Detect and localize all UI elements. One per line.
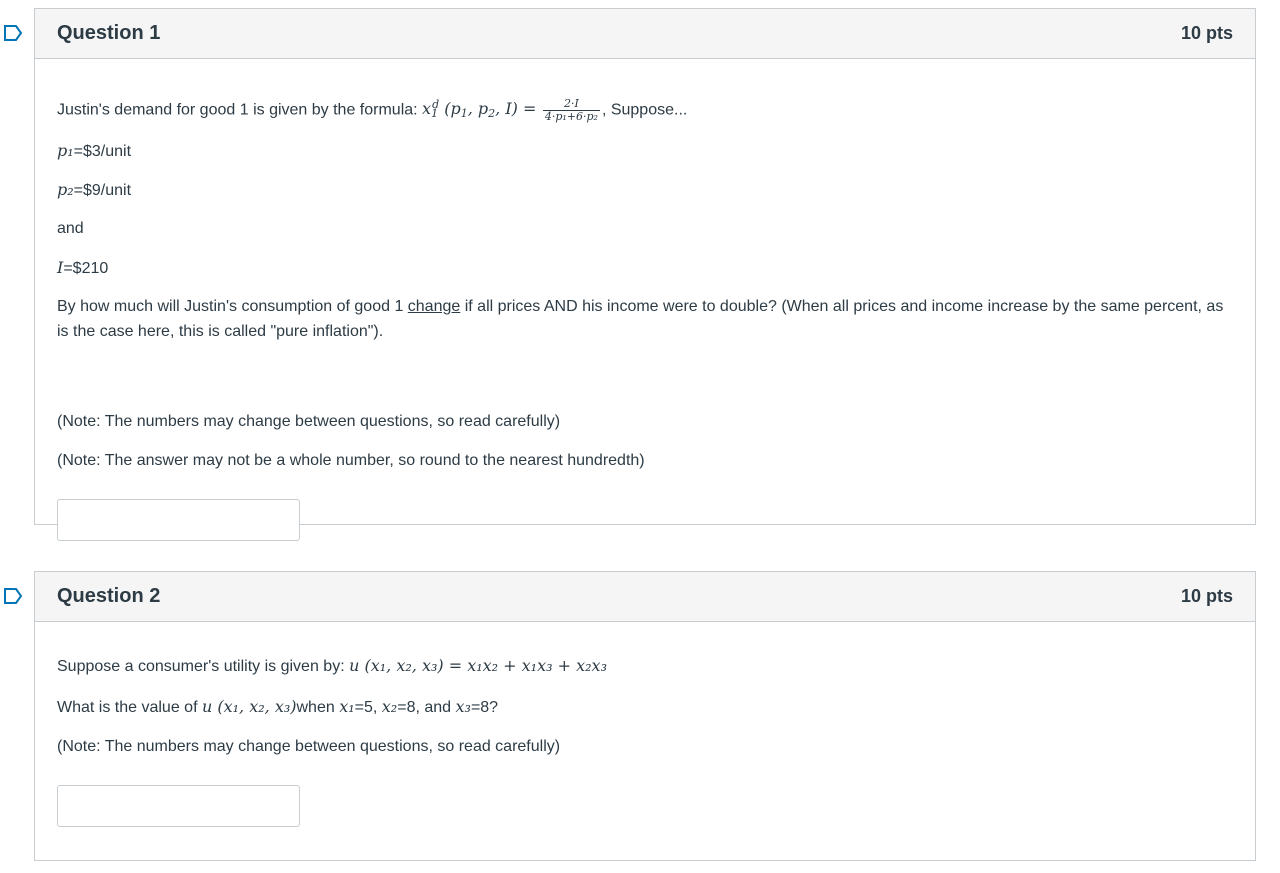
value-question-line: What is the value of u (x₁, x₂, x₃)when x₁=5, x₂=8, and x₃=8? (57, 697, 499, 716)
flag-question-2-icon[interactable] (3, 587, 23, 605)
p2-value: =$9/unit (73, 182, 132, 199)
change-link[interactable]: change (407, 298, 461, 315)
question-2-header (35, 572, 1255, 622)
question-title: Question 2 (57, 585, 161, 607)
demand-fraction: $\frac{2\cdot I}{\text{4·p₁+6·p₂}}$ (544, 96, 598, 123)
question-points: 10 pts (1180, 23, 1233, 43)
question-2 (34, 571, 1256, 861)
question-title: Question 1 (57, 22, 161, 44)
p1-value: =$3/unit (73, 143, 132, 160)
and-text: and (57, 220, 84, 237)
utility-intro: Suppose a consumer's utility is given by: (57, 658, 345, 675)
price-2-line (57, 178, 131, 203)
question-points: 10 pts (1180, 586, 1233, 606)
question-text: By how much will Justin's consumption of good 1 change if all prices AND his income were to double? (When all prices and income increase by the same percent, as is the case here, this is called "pure inflation"). (57, 298, 1224, 340)
note-1: (Note: The numbers may change between questions, so read carefully) (57, 413, 561, 430)
question-1-header (35, 9, 1255, 59)
note-1: (Note: The numbers may change between questions, so read carefully) (57, 738, 561, 755)
income-label: I (57, 258, 64, 277)
demand-formula-line (57, 93, 687, 126)
utility-line (57, 654, 607, 679)
answer-input-question-2[interactable] (57, 785, 300, 827)
answer-input-question-1[interactable] (57, 499, 300, 541)
utility-function: u (x₁, x₂, x₃) (201, 697, 297, 716)
income-line (57, 256, 108, 281)
flag-question-1-icon[interactable] (3, 24, 23, 42)
income-value: =$210 (63, 260, 109, 277)
p1-label: p₁ (57, 141, 74, 160)
price-1-line (57, 139, 131, 164)
intro-tail: , Suppose... (601, 101, 688, 119)
question-1 (34, 8, 1256, 525)
demand-function: $x_1^d$ ($p_1$, $p_2$, I) = (422, 98, 537, 121)
intro-text: Justin's demand for good 1 is given by the formula: (57, 101, 418, 119)
p2-label: p₂ (57, 180, 74, 199)
utility-formula: u (x₁, x₂, x₃) = x₁x₂ + x₁x₃ + x₂x₃ (349, 656, 607, 675)
note-2: (Note: The answer may not be a whole number, so round to the nearest hundredth) (57, 452, 645, 469)
